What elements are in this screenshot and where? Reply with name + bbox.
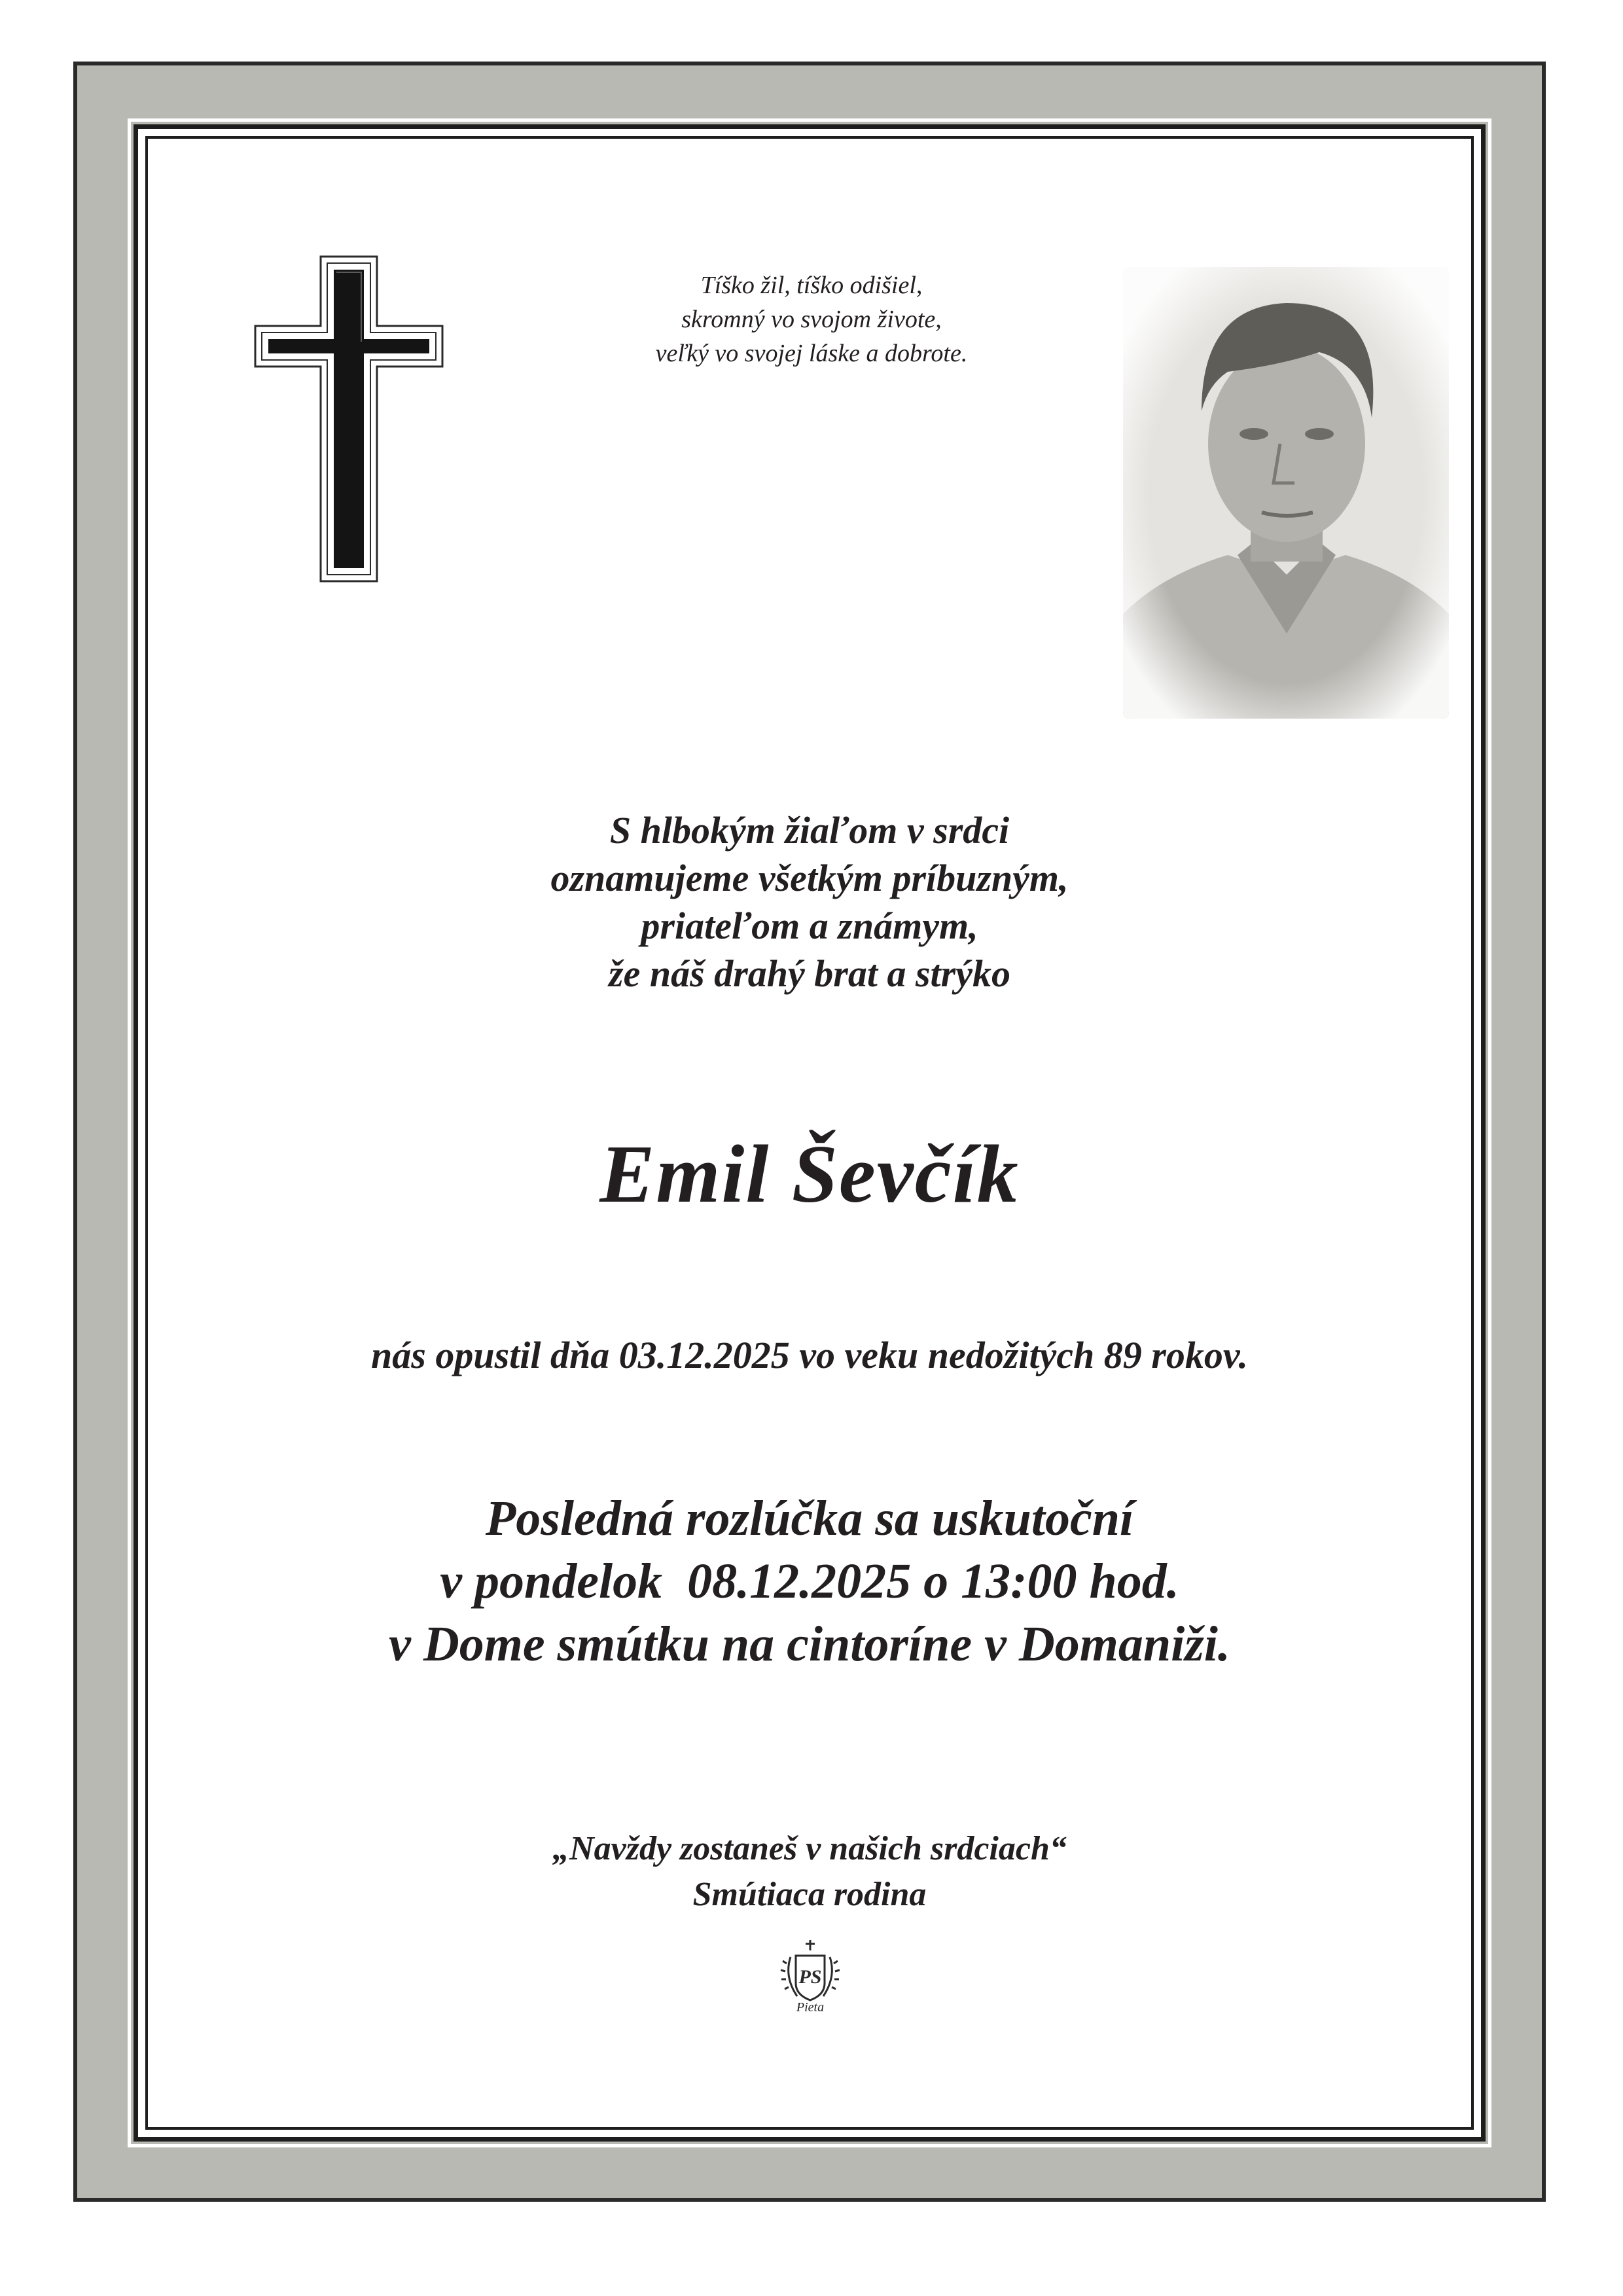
- funeral-line-1: Posledná rozlúčka sa uskutoční: [485, 1491, 1134, 1546]
- funeral-line-2: v pondelok 08.12.2025 o 13:00 hod.: [440, 1554, 1179, 1609]
- announcement-text: [145, 806, 1474, 997]
- announcement-line-3: priateľom a známym,: [641, 905, 978, 947]
- death-notice: nás opustil dňa 03.12.2025 vo veku nedožitých 89 rokov.: [371, 1334, 1248, 1376]
- portrait-image: [1123, 267, 1449, 719]
- announcement-line-2: oznamujeme všetkým príbuzným,: [550, 857, 1069, 899]
- funeral-details: [145, 1487, 1474, 1676]
- closing-text: [145, 1826, 1474, 1918]
- closing-quote: „Navždy zostaneš v našich srdciach“: [552, 1830, 1067, 1867]
- motto-line-3: veľký vo svojej láske a dobrote.: [655, 340, 968, 367]
- announcement-line-4: že náš drahý brat a strýko: [609, 952, 1010, 995]
- cross-icon: [254, 255, 444, 583]
- funeral-line-3: v Dome smútku na cintoríne v Domaniži.: [389, 1617, 1230, 1672]
- portrait-photo: [1123, 267, 1449, 719]
- logo-label: Pieta: [796, 2000, 825, 2015]
- motto-line-1: Tíško žil, tíško odišiel,: [700, 272, 923, 299]
- deceased-name: Emil Ševčík: [599, 1129, 1020, 1220]
- motto-line-2: skromný vo svojom živote,: [681, 306, 942, 333]
- motto-verse: [497, 268, 1126, 370]
- logo-initials: PS: [798, 1966, 822, 1988]
- announcement-line-1: S hlbokým žiaľom v srdci: [609, 809, 1010, 852]
- family-signature: Smútiaca rodina: [692, 1876, 927, 1913]
